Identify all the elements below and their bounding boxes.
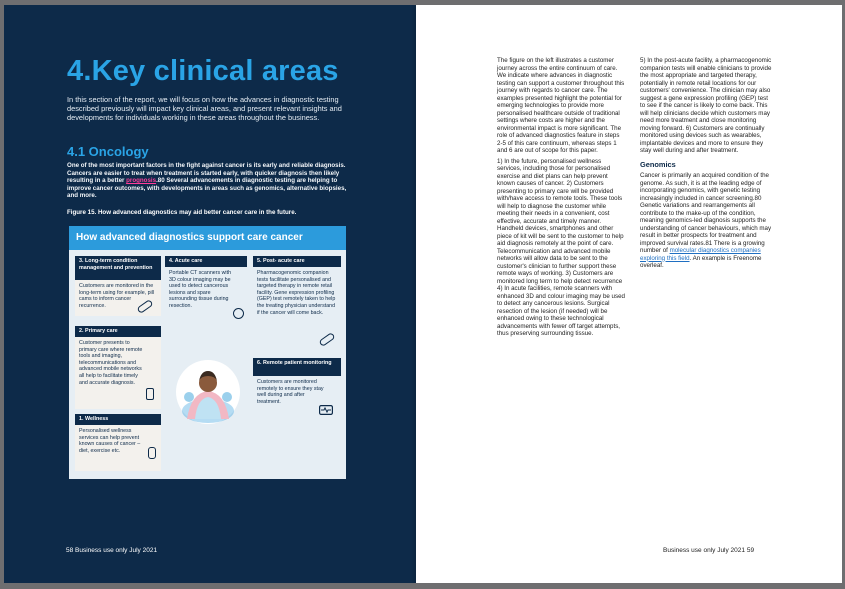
figure-description: The figure on the left illustrates a customer journey across the entire continuum of care. We indicate where advances in diagnostic testing can support a customer throughout this journey with regards to cancer care. The examples presented highlight the potential for emerging technologies to provide more personalised healthcare outside of traditional settings where costs are higher and the environmental impact is more significant. The role of advanced diagnostics feature in steps 2-5 of this care continuum, whereas steps 1 and 6 are out of scope for this paper. [497,57,625,154]
right-column-1 [497,57,625,341]
step-3-body: Customers are monitored in the long-term using for example, pill cams to inform cancer recurrence. [75,280,161,316]
step-1-body: Personalised wellness services can help prevent known causes of cancer – diet, exercise etc. [75,425,161,471]
chapter-title: 4.Key clinical areas [67,55,339,87]
step-3-heading: 3. Long-term condition management and prevention [75,256,161,280]
step-6-body: Customers are monitored remotely to ensure they stay well during and after treatment. [253,376,341,418]
section-title: 4.1 Oncology [67,144,149,159]
section-body-text: One of the most important factors in the fight against cancer is its early and reliable diagnosis. Cancers are easier to treat when treatment is started early, with quicker diagnosis then likely resulting in a better [67,162,346,185]
patient-illustration [175,359,241,425]
step-6-heading: 6. Remote patient monitoring [253,358,341,376]
genomics-text-b: . An example is Freenome overleaf. [640,254,762,269]
monitor-icon [319,402,333,412]
care-continuum-figure [69,226,346,479]
left-footer: 58 Business use only July 2021 [66,547,158,554]
step-box-5 [253,256,341,350]
step-4-body: Portable CT scanners with 3D colour imaging may be used to detect cancerous lesions and spare surrounding tissue during resection. [165,267,247,328]
step-box-4 [165,256,247,328]
section-body-text-2: .80 Several advancements in diagnostic testing are helping to improve cancer outcomes, with developments in areas such as genomics, alternative biopsies, and more. [67,177,347,200]
step-box-2 [75,326,161,409]
right-footer: Business use only July 2021 59 [663,547,755,554]
step-box-3 [75,256,161,316]
genomics-heading: Genomics [640,159,676,169]
step-1-heading: 1. Wellness [75,414,161,425]
prognosis-link[interactable]: prognosis [126,177,157,185]
step-5-heading: 5. Post- acute care [253,256,341,267]
ct-scanner-icon [233,308,244,319]
smartwatch-icon [148,447,156,459]
genomics-text [640,172,773,270]
genomics-text-a: Cancer is primarily an acquired condition of the genome. As such, it is at the leading edge of incorporating genomics, with genetic testing increasingly included in cancer screening.80 Genetic variations and rearrangements all contribute to the make-up of the condition, meaning genomics-led diagnosis supports the understanding of cancer behaviours, which may result in better prospects for treatment and improved survival rates.81 There is a growing number of [640,172,772,254]
step-2-body: Customer presents to primary care where remote tools and imaging, telecommunications and advanced mobile networks all help to facilitate timely and accurate diagnosis. [75,337,161,409]
figure-header [69,226,346,250]
right-page [416,5,842,583]
left-page [4,5,416,583]
molecular-diagnostics-link[interactable]: molecular diagnostics companies exploring this field [640,247,761,262]
right-column-2 [640,57,773,273]
step-box-1 [75,414,161,471]
smartphone-icon [146,388,154,400]
section-body [67,162,357,200]
step-4-heading: 4. Acute care [165,256,247,267]
figure-title: How advanced diagnostics support care cancer [76,232,303,243]
step-2-heading: 2. Primary care [75,326,161,337]
chapter-intro: In this section of the report, we will focus on how the advances in diagnostic testing described previously will impact key clinical areas, and present relevant insights and developments for individuals working in these areas throughout the business. [67,95,342,122]
step-5-body: Pharmacogenomic companion tests facilitate personalised and targeted therapy in remote retail facility. Gene expression profiling (GEP) test remotely taken to help the treating physician understand if the cancer will come back. [253,267,341,350]
post-acute-text: 5) In the post-acute facility, a pharmacogenomic companion tests will enable clinicians to provide the most appropriate and targeted therapy, potentially in remote retail locations for our customers' convenience. The clinician may also suggest a gene expression profiling (GEP) test to see if the cancer is likely to come back. This will help clinicians decide which customers may need more treatment and close monitoring moving forward. 6) Customers are continually monitored using devices such as wearables, implantable devices and more to ensure they stay well during and after treatment. [640,57,772,154]
step-box-6 [253,358,341,418]
page-spread [4,5,842,583]
care-steps-text: 1) In the future, personalised wellness services, including those for personalised exercise and diet plans can help prevent known causes of cancer. 2) Customers presenting to primary care will be provided with/have access to remote tools. These tools will help to diagnose the customer while meeting their needs in a convenient, cost effective, accurate and timely manner. Handheld devices, smartphones and other piece of kit will be sent to the customer to help aid diagnosis remotely at the point of care. Telecommunication and advanced mobile networks will allow data to be sent to the customer's clinician to further support these remote ways of working. 3) Customers are monitored long term to help detect recurrence 4) In acute facilities, remote scanners with enhanced 3D and colour imaging may be used to detect any cancerous lesions. Surgical resection of the lesion (if needed) will be enhanced owing to these technological advancements with fewer off target attempts, thus preserving surrounding tissue. [497,157,625,337]
figure-caption: Figure 15. How advanced diagnostics may aid better cancer care in the future. [67,209,297,216]
